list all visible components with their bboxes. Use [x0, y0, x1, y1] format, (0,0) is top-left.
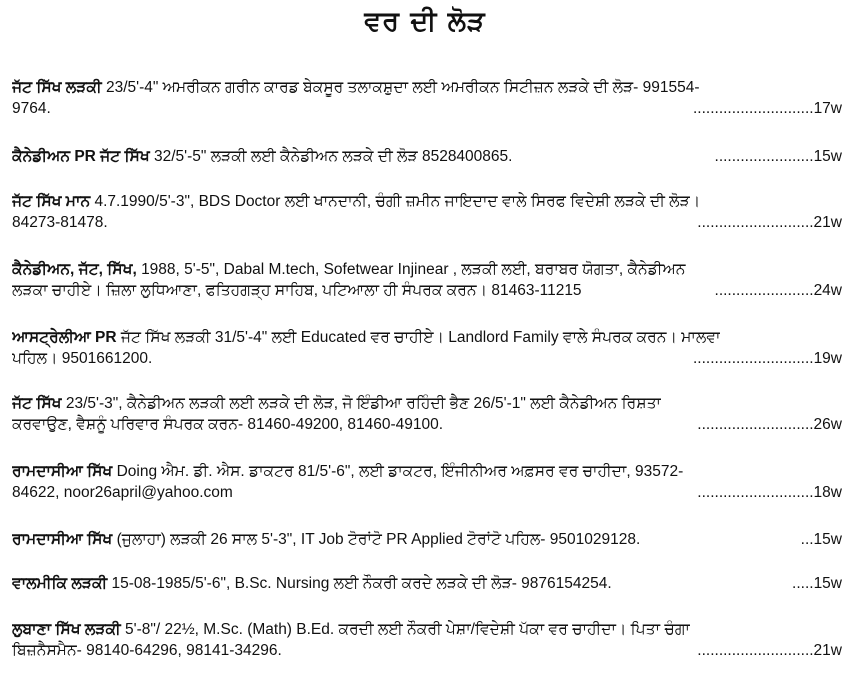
classified-ad [12, 77, 842, 119]
ad-text-continued: ਪਹਿਲ। 9501661200. [12, 350, 153, 367]
classified-ad [12, 573, 842, 594]
ad-text: 1988, 5'-5", Dabal M.tech, Sofetwear Injinear , ਲੜਕੀ ਲਈ, ਬਰਾਬਰ ਯੋਗਤਾ, ਕੈਨੇਡੀਅਨ [141, 261, 686, 278]
ad-lead: ਜੱਟ ਸਿੱਖ [12, 395, 62, 412]
ad-text: 32/5'-5" ਲੜਕੀ ਲਈ ਕੈਨੇਡੀਅਨ ਲੜਕੇ ਦੀ ਲੋੜ 8528400865. [153, 148, 513, 165]
classified-ad [12, 529, 842, 550]
ad-text-continued: 84622, noor26april@yahoo.com [12, 484, 233, 501]
ad-reference: .......................24w [714, 282, 842, 299]
ad-reference: ............................19w [692, 350, 842, 367]
ad-text-continued: 84273-81478. [12, 214, 108, 231]
ad-text-continued: ਲੜਕਾ ਚਾਹੀਏ। ਜ਼ਿਲਾ ਲੁਧਿਆਣਾ, ਫਤਿਹਗੜ੍ਹ ਸਾਹਿਬ, ਪਟਿਆਲਾ ਹੀ ਸੰਪਰਕ ਕਰਨ। 81463-11215 [12, 282, 582, 299]
classified-ad [12, 259, 842, 301]
ad-reference: ...........................26w [697, 416, 842, 433]
ad-reference: ...........................18w [697, 484, 842, 501]
ad-text: 15-08-1985/5'-6", B.Sc. Nursing ਲਈ ਨੌਕਰੀ ਕਰਦੇ ਲੜਕੇ ਦੀ ਲੋੜ- 9876154254. [111, 575, 612, 592]
ad-lead: ਜੱਟ ਸਿੱਖ ਮਾਨ [12, 193, 91, 210]
ad-reference: ...........................21w [697, 214, 842, 231]
ad-reference: .......................15w [714, 148, 842, 165]
ad-lead: ਲੁਬਾਣਾ ਸਿੱਖ ਲੜਕੀ [12, 621, 121, 638]
classified-ad [12, 461, 842, 503]
ad-lead: ਕੈਨੇਡੀਅਨ PR ਜੱਟ ਸਿੱਖ [12, 148, 150, 165]
ad-lead: ਵਾਲਮੀਕਿ ਲੜਕੀ [12, 575, 108, 592]
ad-reference: ...........................21w [697, 642, 842, 659]
ad-lead: ਕੈਨੇਡੀਅਨ, ਜੱਟ, ਸਿੱਖ, [12, 261, 137, 278]
ad-text: 5'-8"/ 22½, M.Sc. (Math) B.Ed. ਕਰਦੀ ਲਈ ਨੌਕਰੀ ਪੇਸ਼ਾ/ਵਿਦੇਸ਼ੀ ਪੱਕਾ ਵਰ ਚਾਹੀਦਾ। ਪਿਤਾ ਚੰਗਾ [125, 621, 690, 638]
ad-text-continued: ਕਰਵਾਉਣ, ਵੈਸ਼ਨੂੰ ਪਰਿਵਾਰ ਸੰਪਰਕ ਕਰਨ- 81460-49200, 81460-49100. [12, 416, 444, 433]
ad-reference: ...15w [800, 531, 842, 548]
ad-text: (ਜੁਲਾਹਾ) ਲੜਕੀ 26 ਸਾਲ 5'-3", IT Job ਟੋਰਾਂਟੋ PR Applied ਟੋਰਾਂਟੋ ਪਹਿਲ- 9501029128. [116, 531, 641, 548]
ad-text: Doing ਐਮ. ਡੀ. ਐਸ. ਡਾਕਟਰ 81/5'-6", ਲਈ ਡਾਕਟਰ, ਇੰਜੀਨੀਅਰ ਅਫ਼ਸਰ ਵਰ ਚਾਹੀਦਾ, 93572- [116, 463, 684, 480]
ad-reference: ............................17w [692, 100, 842, 117]
ad-lead: ਆਸਟ੍ਰੇਲੀਆ PR [12, 329, 117, 346]
classified-ad [12, 393, 842, 435]
ad-text-continued: ਬਿਜ਼ਨੈਸਮੈਨ- 98140-64296, 98141-34296. [12, 642, 282, 659]
classified-ad [12, 146, 842, 167]
ad-lead: ਜੱਟ ਸਿੱਖ ਲੜਕੀ [12, 79, 102, 96]
ad-text: 4.7.1990/5'-3", BDS Doctor ਲਈ ਖਾਨਦਾਨੀ, ਚੰਗੀ ਜ਼ਮੀਨ ਜਾਇਦਾਦ ਵਾਲੇ ਸਿਰਫ ਵਿਦੇਸ਼ੀ ਲੜਕੇ ਦੀ ਲੋੜ। [94, 193, 701, 210]
classified-ad [12, 619, 842, 661]
ad-reference: .....15w [792, 575, 842, 592]
ad-lead: ਰਾਮਦਾਸੀਆ ਸਿੱਖ [12, 463, 113, 480]
ad-text: 23/5'-4" ਅਮਰੀਕਨ ਗਰੀਨ ਕਾਰਡ ਬੇਕਸੂਰ ਤਲਾਕਸ਼ੁਦਾ ਲਈ ਅਮਰੀਕਨ ਸਿਟੀਜ਼ਨ ਲੜਕੇ ਦੀ ਲੋੜ- 991554- [105, 79, 700, 96]
classified-ad [12, 191, 842, 233]
page-title: ਵਰ ਦੀ ਲੋੜ [364, 6, 486, 37]
classified-ad [12, 327, 842, 369]
ad-text: 23/5'-3", ਕੈਨੇਡੀਅਨ ਲੜਕੀ ਲਈ ਲੜਕੇ ਦੀ ਲੋੜ, ਜੋ ਇੰਡੀਆ ਰਹਿੰਦੀ ਭੈਣ 26/5'-1" ਲਈ ਕੈਨੇਡੀਅਨ ਰਿਸ਼ਤਾ [65, 395, 661, 412]
ad-text-continued: 9764. [12, 100, 51, 117]
ad-lead: ਰਾਮਦਾਸੀਆ ਸਿੱਖ [12, 531, 113, 548]
ad-text: ਜੱਟ ਸਿੱਖ ਲੜਕੀ 31/5'-4" ਲਈ Educated ਵਰ ਚਾਹੀਏ। Landlord Family ਵਾਲੇ ਸੰਪਰਕ ਕਰਨ। ਮਾਲਵਾ [120, 329, 721, 346]
